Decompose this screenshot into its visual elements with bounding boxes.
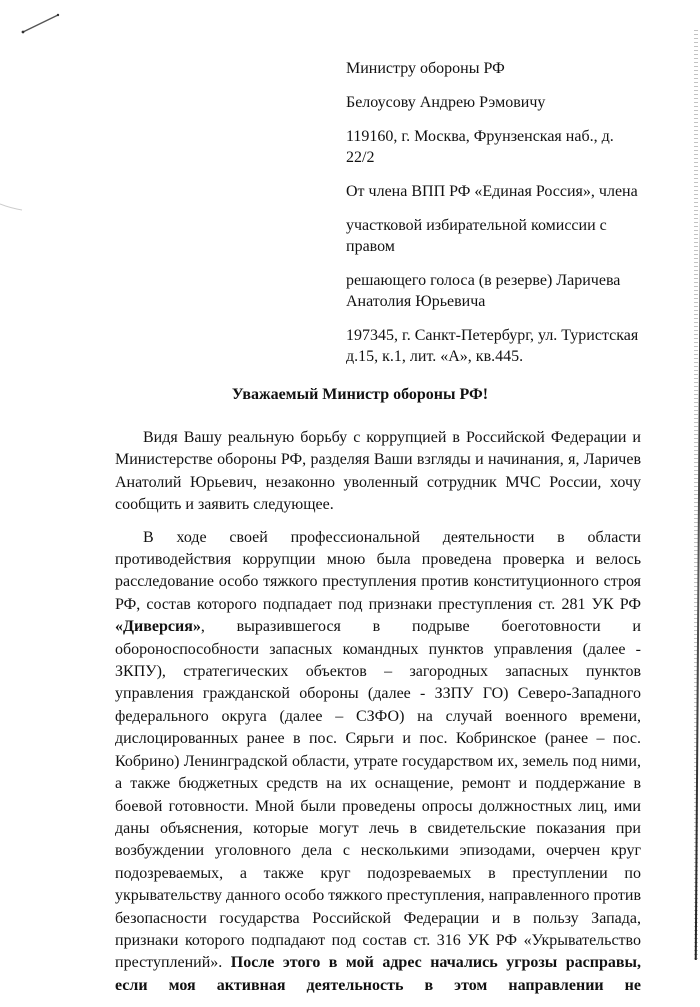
sender-line-2: участковой избирательной комиссии с правом [346, 217, 607, 255]
sender-line-3: решающего голоса (в резерве) Ларичева Анатолия Юрьевича [346, 272, 621, 310]
paragraph-2-text-a: В ходе своей профессиональной деятельности в области противодействия коррупции мною была проведена проверка и велось расследование особо тяжкого преступления против конституционного строя РФ, состав которого подпадает под признаки преступления ст. 281 УК РФ [115, 528, 641, 613]
paragraph-1: Видя Вашу реальную борьбу с коррупцией в Российской Федерации и Министерстве обороны РФ, разделяя Ваши взгляды и начинания, я, Ларичев Анатолий Юрьевич, незаконно уволенный сотрудник МЧС России, хочу сообщить и заявить следующее. [115, 429, 641, 514]
recipient-address: 119160, г. Москва, Фрунзенская наб., д. 22/2 [346, 128, 614, 166]
scan-smudge-icon [0, 200, 30, 214]
paragraph-2-text-b: , выразившегося в подрыве боеготовности и обороноспособности запасных командных пунктов управления (далее - ЗКПУ), стратегических объектов – загородных запасных пунктов управления гражданской обороны (далее - ЗЗПУ ГО) Северо-Западного федерального округа (далее – СЗФО) на случай военного времени, дислоцированных ранее в пос. Сярьги и пос. Кобринское (ранее – пос. Кобрино) Ленинградской области, утрате государством их, земель под ними, а также бюджетных средств на их оснащение, ремонт и поддержание в боевой готовности. Мной были проведены опросы должностных лиц, ими даны объяснения, которые могут лечь в свидетельские показания при возбуждении уголовного дела с несколькими эпизодами, очерчен круг подозреваемых, а также круг подозреваемых в преступлении по укрывательству данного особо тяжкого преступления, направленного против безопасности государства Российской Федерации и в пользу Запада, признаки которого подпадают под состав ст. 316 УК РФ «Укрывательство преступлений». [115, 618, 641, 972]
sender-address: 197345, г. Санкт-Петербург, ул. Туристская д.15, к.1, лит. «А», кв.445. [346, 327, 639, 365]
recipient-title: Министру обороны РФ [346, 60, 505, 77]
paragraph-2-bold-threats: После этого в мой адрес начались угрозы расправы, если моя активная деятельность в этом направлении не [115, 954, 642, 994]
pen-mark-icon [20, 12, 64, 36]
recipient-name: Белоусову Андрею Рэмовичу [346, 94, 546, 111]
sender-line-1: От члена ВПП РФ «Единая Россия», члена [346, 183, 638, 200]
address-block [346, 58, 646, 380]
paragraph-2 [115, 527, 641, 998]
paragraph-2-bold-diversion: «Диверсия» [115, 618, 201, 636]
letter-body [115, 427, 641, 1007]
salutation-heading: Уважаемый Министр обороны РФ! [231, 386, 489, 403]
